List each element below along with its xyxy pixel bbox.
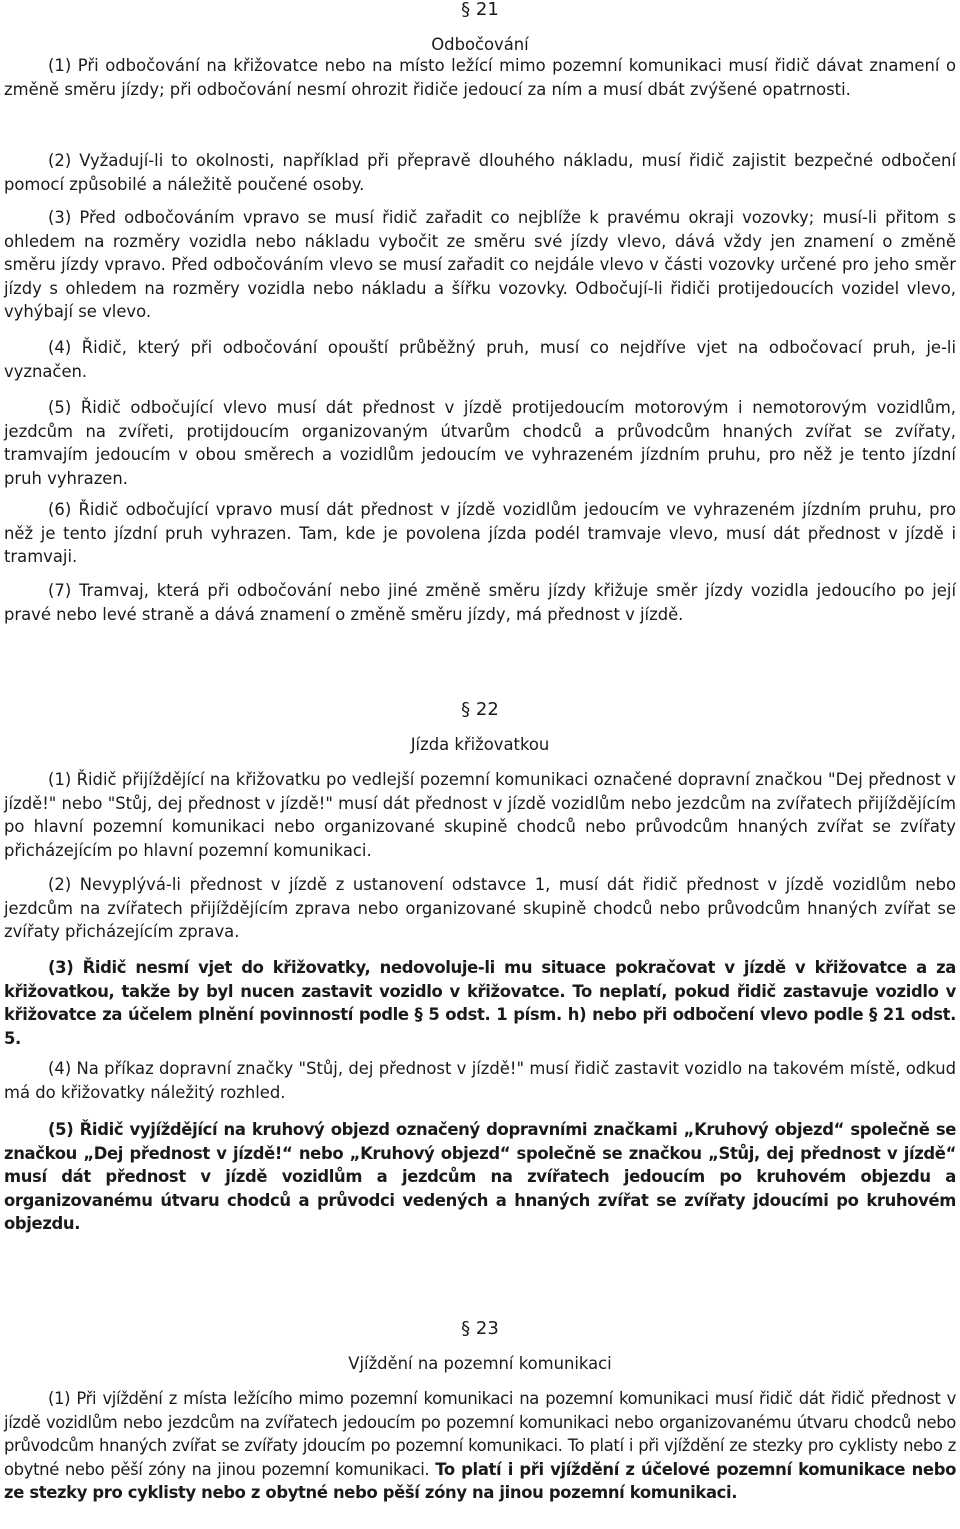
- section-21-paragraph-6: (6) Řidič odbočující vpravo musí dát přednost v jízdě vozidlům jedoucím ve vyhrazeném jízdním pruhu, pro něž je tento jízdní pruh vyhrazen. Tam, kde je povolena jízda podél tramvaje vlevo, musí dát přednost v jízdě i tramvaji.: [4, 500, 956, 566]
- section-21-paragraph-5: (5) Řidič odbočující vlevo musí dát přednost v jízdě protijedoucím motorovým i nemotorovým vozidlům, jezdcům na zvířeti, protijdoucím organizovaným útvarům chodců a průvodcům hnaných zvířat se zvířaty, tramvajím jedoucím v obou směrech a vozidlům jedoucím ve vyhrazeném jízdním pruhu, pro něž je tento jízdní pruh vyhrazen.: [4, 398, 956, 488]
- section-21-paragraph-1: (1) Při odbočování na křižovatce nebo na místo ležící mimo pozemní komunikaci musí řidič dávat znamení o změně směru jízdy; při odbočování nesmí ohrozit řidiče jedoucí za ním a musí dbát zvýšené opatrnosti.: [4, 56, 956, 99]
- section-23-number: § 23: [461, 1318, 499, 1339]
- section-21-paragraph-7: (7) Tramvaj, která při odbočování nebo jiné změně směru jízdy křižuje směr jízdy vozidla jedoucího po její pravé nebo levé straně a dává znamení o změně směru jízdy, má přednost v jízdě.: [4, 581, 956, 624]
- section-23-paragraph-1-bold: To platí i při vjíždění z účelové pozemní komunikace nebo ze stezky pro cyklisty nebo z obytné nebo pěší zóny na jinou pozemní komunikaci.: [4, 1459, 956, 1502]
- section-21-paragraph-4: (4) Řidič, který při odbočování opouští průběžný pruh, musí co nejdříve vjet na odbočovací pruh, je-li vyznačen.: [4, 338, 956, 381]
- section-21-title: Odbočování: [431, 35, 529, 54]
- section-22-number: § 22: [461, 699, 499, 720]
- section-22-paragraph-3: (3) Řidič nesmí vjet do křižovatky, nedovoluje-li mu situace pokračovat v jízdě v křižovatce a za křižovatkou, takže by byl nucen zastavit vozidlo v křižovatce. To neplatí, pokud řidič zastavuje vozidlo v křižovatce za účelem plnění povinností podle § 5 odst. 1 písm. h) nebo při odbočení vlevo podle § 21 odst. 5.: [4, 958, 956, 1048]
- section-23-paragraph-1-text: (1) Při vjíždění z místa ležícího mimo pozemní komunikaci na pozemní komunikaci musí řidič dát řidič přednost v jízdě vozidlům nebo jezdcům na zvířatech jedoucím po pozemní komunikaci nebo organizovanému útvaru chodců nebo průvodcům hnaných zvířat se zvířaty jdoucím po pozemní komunikaci. To platí i při vjíždění ze stezky pro cyklisty nebo z obytné nebo pěší zóny na jinou pozemní komunikaci.: [4, 1389, 956, 1479]
- section-22-paragraph-5: (5) Řidič vyjíždějící na kruhový objezd označený dopravními značkami „Kruhový objezd“ společně se značkou „Dej přednost v jízdě!“ nebo „Kruhový objezd“ společně se značkou „Stůj, dej přednost v jízdě“ musí dát přednost v jízdě vozidlům a jezdcům na zvířatech jedoucím po kruhovém objezdu a organizovanému útvaru chodců a průvodci vedených a hnaných zvířat se zvířaty jdoucími po kruhovém objezdu.: [4, 1120, 956, 1233]
- section-21-paragraph-2: (2) Vyžadují-li to okolnosti, například při přepravě dlouhého nákladu, musí řidič zajistit bezpečné odbočení pomocí způsobilé a náležitě poučené osoby.: [4, 151, 956, 194]
- section-23-paragraph-1: [4, 1387, 956, 1505]
- section-22-title: Jízda křižovatkou: [410, 735, 550, 754]
- section-21-number: § 21: [461, 0, 499, 20]
- section-22-paragraph-4: (4) Na příkaz dopravní značky "Stůj, dej přednost v jízdě!" musí řidič zastavit vozidlo na takovém místě, odkud má do křižovatky náležitý rozhled.: [4, 1059, 956, 1102]
- section-22-paragraph-2: (2) Nevyplývá-li přednost v jízdě z ustanovení odstavce 1, musí dát řidič přednost v jízdě vozidlům nebo jezdcům na zvířatech přijíždějícím zprava nebo organizované skupině chodců nebo průvodcům hnaných zvířat se zvířaty přicházejícím zprava.: [4, 875, 956, 941]
- section-22-paragraph-1: (1) Řidič přijíždějící na křižovatku po vedlejší pozemní komunikaci označené dopravní značkou "Dej přednost v jízdě!" nebo "Stůj, dej přednost v jízdě!" musí dát přednost v jízdě vozidlům nebo jezdcům na zvířatech přijíždějícím po hlavní pozemní komunikaci nebo organizované skupině chodců nebo průvodcům hnaných zvířat se zvířaty přicházejícím po hlavní pozemní komunikaci.: [4, 770, 956, 860]
- section-23-title: Vjíždění na pozemní komunikaci: [348, 1354, 612, 1373]
- section-21-paragraph-3: (3) Před odbočováním vpravo se musí řidič zařadit co nejblíže k pravému okraji vozovky; musí-li přitom s ohledem na rozměry vozidla nebo nákladu vybočit ze směru své jízdy vlevo, dává vždy jen znamení o změně směru jízdy vpravo. Před odbočováním vlevo se musí zařadit co nejdále vlevo v části vozovky určené pro jeho směr jízdy s ohledem na rozměry vozidla nebo nákladu a šířku vozovky. Odbočují-li řidiči protijedoucích vozidel vlevo, vyhýbají se vlevo.: [4, 208, 956, 321]
